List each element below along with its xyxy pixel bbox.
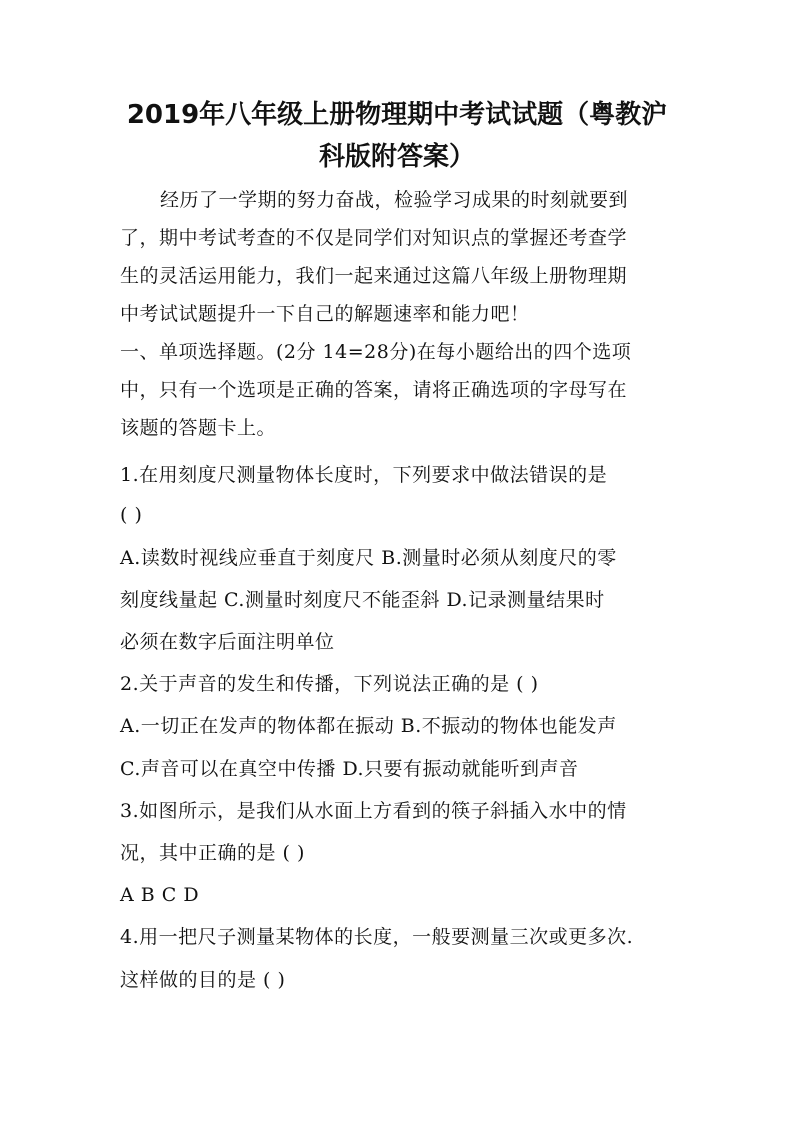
intro-paragraph-line: 了，期中考试考查的不仅是同学们对知识点的掌握还考查学 [120, 227, 628, 249]
question-line: 4.用一把尺子测量某物体的长度，一般要测量三次或更多次. [120, 926, 634, 948]
question-line: 必须在数字后面注明单位 [120, 631, 335, 653]
document-title-line-2: 科版附答案） [318, 142, 475, 172]
question-line: A.读数时视线应垂直于刻度尺 B.测量时必须从刻度尺的零 [120, 547, 617, 569]
section-heading-line: 一、单项选择题。(2分 14=28分)在每小题给出的四个选项 [120, 341, 632, 363]
question-line: A B C D [120, 884, 200, 906]
question-line: 1.在用刻度尺测量物体长度时，下列要求中做法错误的是 [120, 464, 608, 486]
intro-paragraph-line: 经历了一学期的努力奋战，检验学习成果的时刻就要到 [160, 189, 629, 211]
question-line: A.一切正在发声的物体都在振动 B.不振动的物体也能发声 [120, 715, 617, 737]
document-title-line-1: 2019年八年级上册物理期中考试试题（粤教沪 [126, 100, 668, 130]
section-heading-line: 中，只有一个选项是正确的答案，请将正确选项的字母写在 [120, 379, 628, 401]
intro-paragraph-line: 生的灵活运用能力，我们一起来通过这篇八年级上册物理期 [120, 265, 628, 287]
intro-paragraph-line: 中考试试题提升一下自己的解题速率和能力吧！ [120, 303, 530, 325]
section-heading-line: 该题的答题卡上。 [120, 417, 277, 439]
question-line: ( ) [120, 504, 143, 526]
question-line: 3.如图所示，是我们从水面上方看到的筷子斜插入水中的情 [120, 800, 627, 822]
question-line: 2.关于声音的发生和传播，下列说法正确的是 ( ) [120, 673, 539, 695]
question-line: 况，其中正确的是 ( ) [120, 842, 305, 864]
question-line: 这样做的目的是 ( ) [120, 969, 286, 991]
question-line: 刻度线量起 C.测量时刻度尺不能歪斜 D.记录测量结果时 [120, 589, 605, 611]
question-line: C.声音可以在真空中传播 D.只要有振动就能听到声音 [120, 758, 579, 780]
